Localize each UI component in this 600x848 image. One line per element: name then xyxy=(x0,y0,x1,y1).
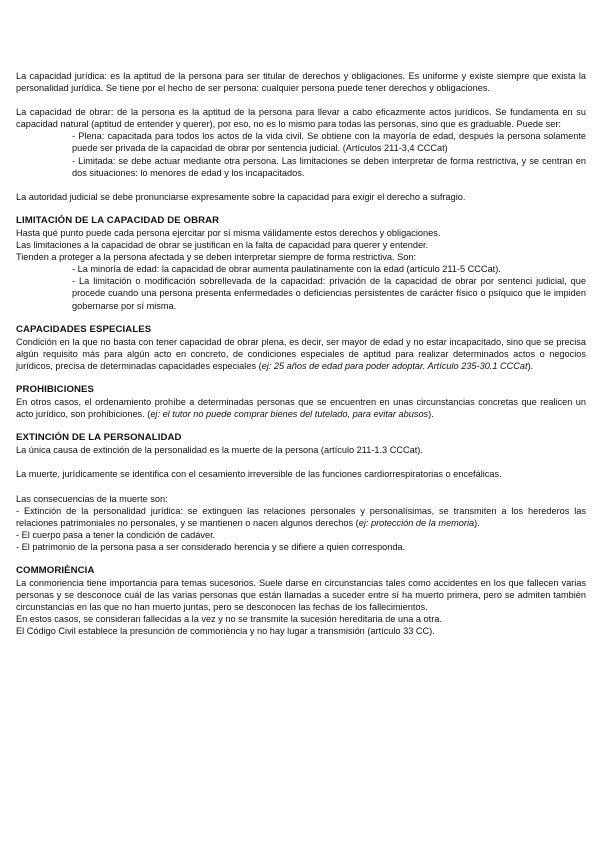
consecuencia-bullet-1-close: ). xyxy=(474,517,480,528)
extincion-consecuencias: Las consecuencias de la muerte son: xyxy=(16,493,168,504)
especiales-paragraph xyxy=(16,336,586,372)
extincion-muerte: La muerte, jurídicamente se identifica con el cesamiento irreversible de las funciones cardiorrespiratorias o encefálicas. xyxy=(16,469,502,480)
capacidad-obrar-paragraph: La capacidad de obrar: de la persona es la aptitud de la persona para llevar a cabo eficazmente actos jurídicos. Se fundamenta en su capacidad natural (aptitud de entender y querer), por eso, no es lo mismo para todas las personas, sino que es graduable. Puede ser: xyxy=(16,107,586,130)
capacidad-juridica-paragraph: La capacidad jurídica: es la aptitud de la persona para ser titular de derechos y obligaciones. Es uniforme y existe siempre que exista la personalidad jurídica. Se tiene por el hecho de ser persona: cualquier persona puede tener derechos y obligaciones. xyxy=(16,71,586,94)
limitacion-heading: LIMITACIÓN DE LA CAPACIDAD DE OBRAR xyxy=(16,214,220,226)
consecuencia-bullet-1-text: - Extinción de la personalidad jurídica: se extinguen las relaciones personales y personalísimas, se transmiten a los herederos las relaciones patrimoniales no personales, y se mantienen o nacen algunos derechos ( xyxy=(16,505,586,528)
commoriencia-line-3: El Código Civil establece la presunción de commoriència y no hay lugar a transmisión (artículo 33 CC). xyxy=(16,626,435,637)
consecuencia-bullet-1 xyxy=(16,505,586,529)
commoriencia-paragraph: La conmoriencia tiene importancia para temas sucesorios. Suele darse en circunstancias tales como accidentes en los que fallecen varias personas y se desconoce cuál de las varias personas que están llamadas a suceder entre sí ha muerto primera, pero se admiten también circunstancias en las que no han muerto juntas, pero se desconocen las fechas de los fallecimientos. xyxy=(16,578,586,613)
especiales-close: ). xyxy=(527,360,534,371)
document-page xyxy=(16,70,586,638)
prohibiciones-heading: PROHIBICIONES xyxy=(16,383,95,395)
limitacion-line-1: Hasta qué punto puede cada persona ejercitar por sí misma válidamente estos derechos y obligaciones. xyxy=(16,227,441,238)
consecuencia-bullet-2: - El cuerpo pasa a tener la condición de cadáver. xyxy=(16,529,216,540)
sufragio-paragraph: La autoridad judicial se debe pronunciarse expresamente sobre la capacidad para exigir el derecho a sufragio. xyxy=(16,191,466,202)
minoria-bullet: - La minoría de edad: la capacidad de obrar aumenta paulatinamente con la edad (artículo 211-5 CCCat). xyxy=(72,264,501,275)
extincion-heading: EXTINCIÓN DE LA PERSONALIDAD xyxy=(16,432,182,444)
especiales-example: ej: 25 años de edad para poder adoptar. Artículo 235-30.1 CCCat xyxy=(261,360,528,371)
consecuencia-bullet-1-example: ej: protección de la memoria xyxy=(358,517,475,528)
prohibiciones-text: En otros casos, el ordenamiento prohíbe a determinadas personas que se encuentren en unas circunstancias concretas que realicen un acto jurídico, son prohibiciones. ( xyxy=(16,397,586,420)
modificacion-bullet: - La limitación o modificación sobrellevada de la capacidad: privación de la capacidad de obrar por sentenci judicial, que procede cuando una persona presenta enfermedades o deficiencias persistentes de carácter físico o psíquico que le impiden gobernarse por sí misma. xyxy=(72,276,586,311)
consecuencia-bullet-3: - El patrimonio de la persona pasa a ser considerado herencia y se difiere a quien corresponda. xyxy=(16,541,406,552)
commoriencia-heading: COMMORIÈNCIA xyxy=(16,565,95,576)
especiales-heading: CAPACIDADES ESPECIALES xyxy=(16,323,152,335)
plena-bullet: - Plena: capacitada para todos los actos de la vida civil. Se obtiene con la mayoría de edad, después la persona solamente puede ser privada de la capacidad de obrar por sentencia judicial. (Artículos 211-3,4 CCCat) xyxy=(72,131,586,154)
limitacion-line-3: Tienden a proteger a la persona afectada y se deben interpretar siempre de forma restrictiva. Son: xyxy=(16,252,417,263)
limitacion-line-2: Las limitaciones a la capacidad de obrar se justifican en la falta de capacidad para querer y entender. xyxy=(16,240,429,251)
prohibiciones-close: ). xyxy=(428,409,434,420)
prohibiciones-example: ej: el tutor no puede comprar bienes del tutelado, para evitar abusos xyxy=(150,409,429,420)
commoriencia-line-2: En estos casos, se consideran fallecidas a la vez y no se transmite la sucesión hereditaria de una a otra. xyxy=(16,614,442,625)
prohibiciones-paragraph xyxy=(16,396,586,420)
extincion-causa: La única causa de extinción de la personalidad es la muerte de la persona (artículo 211-1.3 CCCat). xyxy=(16,445,423,456)
especiales-text: Condición en la que no basta con tener capacidad de obrar plena, es decir, ser mayor de edad y no estar incapacitado, sino que se precisa algún requisito más para algún acto en concreto, de condiciones especiales de aptitud para realizar determinados actos o negocios jurídicos, precisa de determinadas capacidades especiales ( xyxy=(16,336,586,371)
limitada-bullet: - Limitada: se debe actuar mediante otra persona. Las limitaciones se deben interpretar de forma restrictiva, y se centran en dos situaciones: lo menores de edad y los incapacitados. xyxy=(72,155,586,178)
